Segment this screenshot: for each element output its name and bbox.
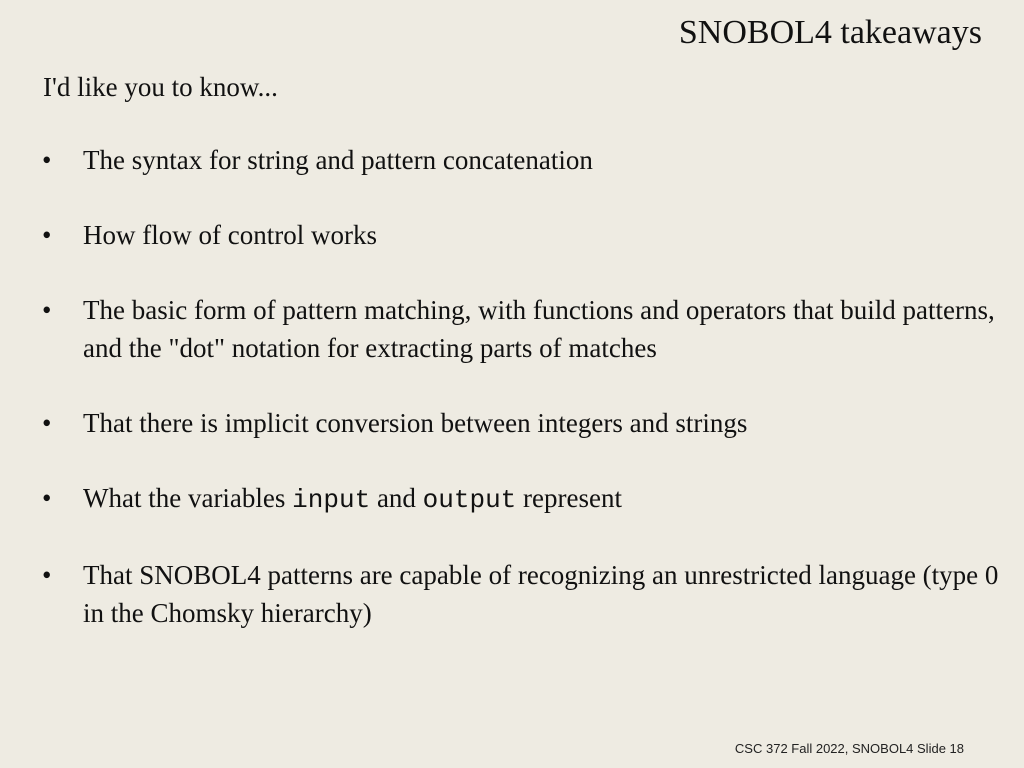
bullet-icon: • bbox=[42, 295, 52, 325]
bullet-text: The syntax for string and pattern concatenation bbox=[83, 145, 593, 175]
bullet-text-mid: and bbox=[370, 483, 423, 513]
code-output: output bbox=[422, 485, 517, 515]
bullet-icon: • bbox=[42, 483, 52, 513]
bullet-text: How flow of control works bbox=[83, 220, 377, 250]
bullet-text-post: represent bbox=[516, 483, 622, 513]
bullet-item-unrestricted-language bbox=[0, 556, 1000, 632]
bullet-text: That SNOBOL4 patterns are capable of recognizing an unrestricted language (type 0 in the Chomsky hierarchy) bbox=[83, 560, 999, 628]
bullet-icon: • bbox=[42, 560, 52, 590]
bullet-icon: • bbox=[42, 408, 52, 438]
bullet-icon: • bbox=[42, 145, 52, 175]
slide-title: SNOBOL4 takeaways bbox=[678, 14, 982, 51]
bullet-item-pattern-matching bbox=[0, 291, 1000, 367]
bullet-text: That there is implicit conversion between integers and strings bbox=[83, 408, 748, 438]
bullet-item-flow-of-control bbox=[0, 216, 1000, 254]
slide-footer: CSC 372 Fall 2022, SNOBOL4 Slide 18 bbox=[734, 741, 964, 756]
bullet-icon: • bbox=[42, 220, 52, 250]
bullet-item-implicit-conversion bbox=[0, 404, 1000, 442]
bullet-list bbox=[0, 141, 1000, 669]
intro-text: I'd like you to know... bbox=[43, 72, 278, 102]
bullet-item-concatenation bbox=[0, 141, 1000, 179]
bullet-text: The basic form of pattern matching, with functions and operators that build patterns, and the "dot" notation for extracting parts of matches bbox=[83, 295, 995, 363]
bullet-text-pre: What the variables bbox=[83, 483, 293, 513]
code-input: input bbox=[292, 485, 371, 515]
bullet-item-variables bbox=[0, 479, 1000, 519]
